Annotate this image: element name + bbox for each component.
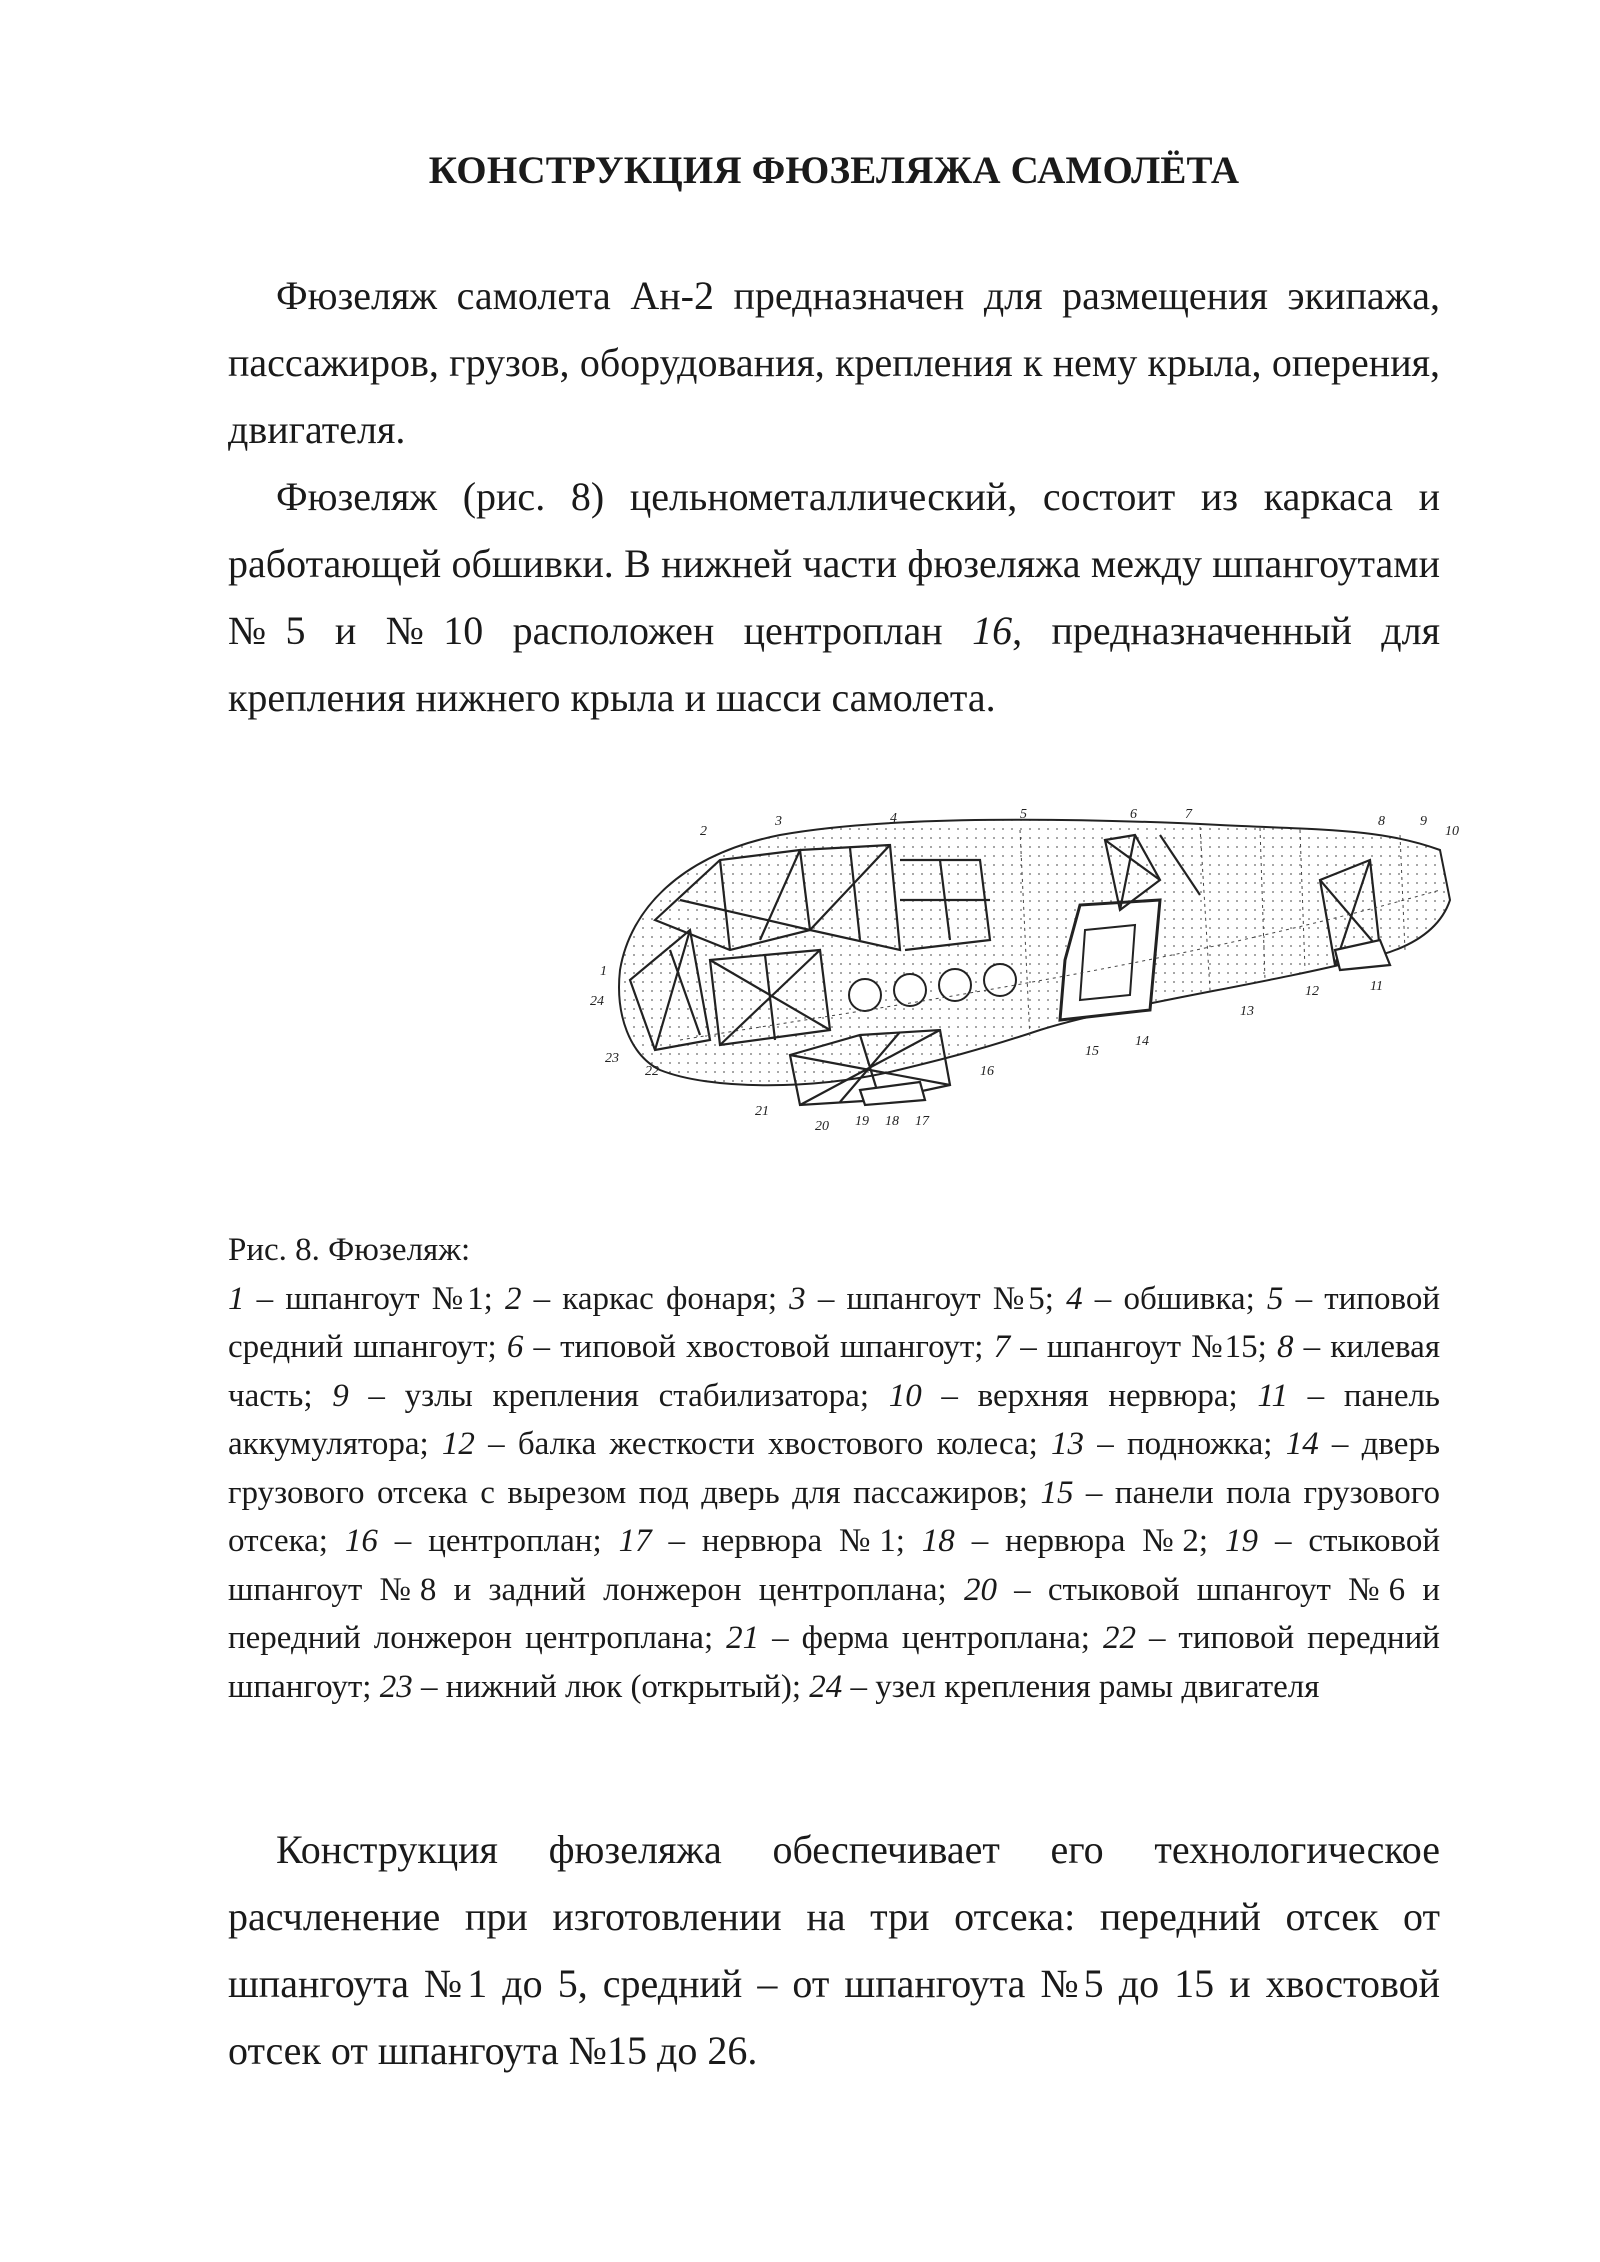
paragraph-structure — [228, 463, 1440, 731]
caption-item-number: 4 — [1066, 1280, 1083, 1317]
caption-item-text: – верхняя нервюра; — [921, 1377, 1258, 1414]
caption-item-text: – шпангоут №1; — [244, 1280, 505, 1317]
caption-item-text: – типовой средний шпангоут; — [228, 1280, 1440, 1365]
caption-item-text: – нервюра №1; — [651, 1523, 922, 1559]
caption-item-number: 14 — [1285, 1426, 1319, 1462]
fuselage-drawing — [560, 800, 1480, 1180]
caption-item-text: – каркас фонаря; — [521, 1280, 790, 1317]
caption-item-number: 16 — [344, 1523, 378, 1559]
callout-8: 8 — [1378, 814, 1385, 829]
caption-legend — [228, 1275, 1440, 1712]
callout-13: 13 — [1240, 1004, 1254, 1019]
caption-item-number: 12 — [441, 1426, 475, 1462]
callout-3: 3 — [775, 814, 782, 829]
figure-caption — [228, 1226, 1440, 1711]
caption-item-text: – подножка; — [1084, 1426, 1286, 1462]
callout-21: 21 — [755, 1104, 769, 1119]
fuselage-outline — [619, 820, 1450, 1086]
caption-item-number: 5 — [1266, 1280, 1284, 1317]
caption-item-number: 11 — [1257, 1377, 1288, 1414]
callout-12: 12 — [1305, 984, 1319, 999]
callout-16: 16 — [980, 1064, 994, 1079]
caption-item-text: – килевая часть; — [228, 1329, 1440, 1414]
caption-item-text: – дверь грузового отсека с вырезом под дверь для пассажиров; — [228, 1426, 1440, 1511]
callout-5: 5 — [1020, 807, 1027, 822]
callout-2: 2 — [700, 824, 707, 839]
callout-10: 10 — [1445, 824, 1459, 839]
fuselage-figure — [560, 800, 1480, 1180]
callout-4: 4 — [890, 811, 897, 826]
centroplan-reference: 16 — [972, 608, 1013, 653]
paragraph-structure-text-1: Фюзеляж (рис. 8) цельнометаллический, состоит из каркаса и работающей обшивки. В нижней части фюзеляжа между шпангоутами №5 и №10 расположен центроплан — [228, 474, 1440, 653]
caption-item-number: 23 — [379, 1668, 413, 1705]
caption-item-text: – панели пола грузового отсека; — [228, 1474, 1440, 1559]
caption-item-number: 1 — [228, 1280, 245, 1317]
callout-6: 6 — [1130, 807, 1137, 822]
callout-18: 18 — [885, 1114, 899, 1129]
caption-item-text: – центроплан; — [377, 1523, 619, 1559]
callout-22: 22 — [645, 1064, 659, 1079]
caption-item-number: 13 — [1051, 1426, 1085, 1462]
caption-item-number: 19 — [1225, 1523, 1259, 1559]
caption-item-number: 6 — [506, 1329, 524, 1365]
callout-19: 19 — [855, 1114, 869, 1129]
paragraph-structure-text-2: , предназначенный для крепления нижнего крыла и шасси самолета. — [228, 608, 1440, 720]
caption-item-text: – шпангоут №15; — [1010, 1329, 1277, 1365]
caption-item-text: – ферма центроплана; — [759, 1620, 1103, 1656]
caption-item-number: 15 — [1040, 1474, 1074, 1511]
callout-23: 23 — [605, 1051, 619, 1066]
callout-9: 9 — [1420, 814, 1427, 829]
caption-item-number: 3 — [789, 1280, 806, 1317]
caption-item-text: – узел крепления рамы двигателя — [842, 1668, 1320, 1705]
callout-11: 11 — [1370, 979, 1383, 994]
caption-item-text: – узлы крепления стабилизатора; — [348, 1377, 889, 1414]
caption-item-text: – типовой передний шпангоут; — [228, 1620, 1440, 1705]
caption-item-text: – обшивка; — [1082, 1280, 1267, 1317]
caption-item-text: – нижний люк (открытый); — [412, 1668, 810, 1705]
callout-17: 17 — [915, 1114, 929, 1129]
caption-item-text: – нервюра №2; — [954, 1523, 1226, 1559]
paragraph-purpose: Фюзеляж самолета Ан-2 предназначен для размещения экипажа, пассажиров, грузов, оборудования, крепления к нему крыла, оперения, двигателя. — [228, 273, 1440, 452]
callout-20: 20 — [815, 1119, 829, 1134]
caption-item-number: 7 — [993, 1329, 1011, 1365]
caption-title: Рис. 8. Фюзеляж: — [228, 1232, 471, 1268]
caption-item-number: 18 — [921, 1523, 955, 1559]
caption-item-text: – шпангоут №5; — [805, 1280, 1067, 1317]
caption-item-number: 21 — [726, 1620, 760, 1656]
callout-1: 1 — [600, 964, 607, 979]
caption-item-text: – стыковой шпангоут №8 и задний лонжерон центроплана; — [228, 1523, 1440, 1608]
caption-item-text: – балка жесткости хвостового колеса; — [474, 1426, 1052, 1462]
caption-item-number: 2 — [504, 1280, 522, 1317]
callout-7: 7 — [1185, 807, 1192, 822]
page-title: КОНСТРУКЦИЯ ФЮЗЕЛЯЖА САМОЛЁТА — [428, 149, 1240, 192]
caption-item-text: – стыковой шпангоут №6 и передний лонжерон центроплана; — [228, 1571, 1441, 1656]
caption-item-number: 10 — [888, 1377, 922, 1414]
callout-24: 24 — [590, 994, 604, 1009]
caption-item-text: – панель аккумулятора; — [228, 1377, 1440, 1462]
paragraph-compartments: Конструкция фюзеляжа обеспечивает его технологическое расчленение при изготовлении на три отсека: передний отсек от шпангоута №1 до 5, средний – от шпангоута №5 до 15 и хвостовой отсек от шпангоута №15 до 26. — [228, 1827, 1440, 2073]
caption-item-text: – типовой хвостовой шпангоут; — [523, 1329, 994, 1365]
callout-15: 15 — [1085, 1044, 1099, 1059]
caption-item-number: 8 — [1276, 1329, 1294, 1365]
caption-item-number: 22 — [1102, 1620, 1136, 1656]
caption-item-number: 9 — [332, 1377, 349, 1414]
callout-14: 14 — [1135, 1034, 1149, 1049]
caption-item-number: 20 — [963, 1571, 997, 1608]
cargo-door — [1060, 900, 1160, 1020]
caption-item-number: 24 — [809, 1668, 843, 1705]
caption-item-number: 17 — [618, 1523, 652, 1559]
